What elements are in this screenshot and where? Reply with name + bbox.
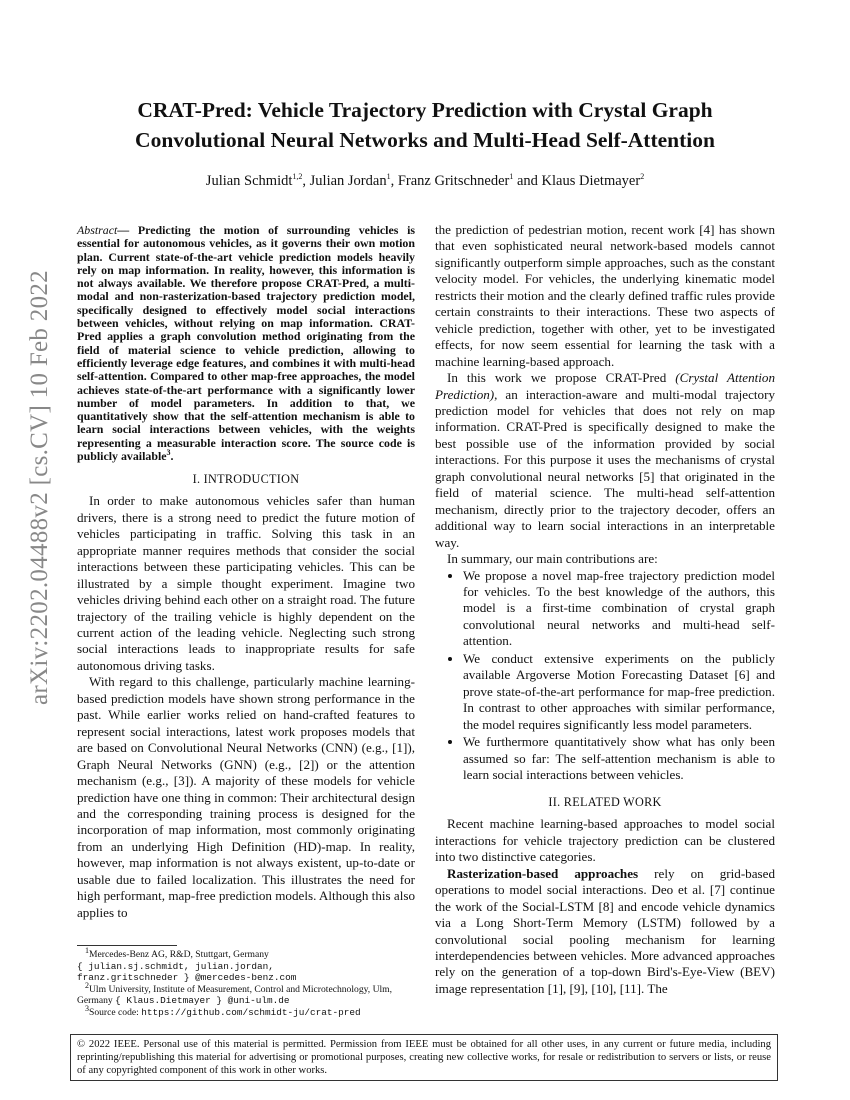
intro-paragraph-2: With regard to this challenge, particularly machine learning-based prediction models have shown strong performance in the past. While earlier works relied on hand-crafted features to represent social interactions, latest work proposes models that are based on Convolutional Neural Networks (CNN) (e.g., [1]), Graph Neural Networks (GNN) (e.g., [2]) or the attention mechanism (e.g., [3]). A majority of these models for vehicle prediction have one thing in common: Their architectural design and the corresponding training process is designed for the incorporation of map information, most commonly originating from an underlying High Definition (HD)-map. In reality, however, map information is not always existent, up-to-date or usable due to failed localization. This illustrates the need for high performant, map-free prediction models. Although this also applies to bbox=[77, 674, 415, 920]
list-item: • We propose a novel map-free trajectory prediction model for vehicles. To the best knowledge of the authors, this model is a first-time combination of crystal graph convolutional neural networks and multi-head self-attention. bbox=[463, 568, 775, 650]
contributions-intro: In summary, our main contributions are: bbox=[447, 551, 658, 567]
footnote-1 bbox=[77, 945, 415, 961]
paragraph-text: , an interaction-aware and multi-modal trajectory prediction model for vehicles that does not rely on map information. CRAT-Pred is specifically designed to make the best possible use of the information provided by social interactions. For this purpose it uses the mechanisms of crystal graph convolutional neural networks [5] that originated in the field of material science. The multi-head self-attention mechanism, directly prior to the trajectory decoder, offers an additional way to learn social interactions in an interpretable way. bbox=[435, 386, 775, 550]
abstract bbox=[77, 224, 415, 463]
author-affiliation-mark: 2 bbox=[640, 172, 645, 182]
intro-paragraph-4 bbox=[435, 370, 775, 551]
footnote-text: Mercedes-Benz AG, R&D, Stuttgart, Germany bbox=[89, 949, 269, 960]
title-line-2: Convolutional Neural Networks and Multi-Head Self-Attention bbox=[135, 128, 715, 152]
contributions-list bbox=[435, 568, 775, 784]
paragraph-text: rely on grid-based operations to model social interactions. Deo et al. [7] continue the work of the Social-LSTM [8] and encode vehicle dynamics via a Long Short-Term Memory (LSTM) followed by a convolutional social pooling mechanism for learning interdependencies between vehicles. More advanced approaches rely on the generation of a top-down Bird's-Eye-View (BEV) image representation [1], [9], [10], [11]. The bbox=[435, 865, 775, 996]
abstract-end: . bbox=[170, 449, 174, 464]
footnote-text: Ulm University, Institute of Measurement, Control and Microtechnology, Ulm, Germany bbox=[77, 983, 393, 1007]
author-affiliation-mark: 1,2 bbox=[292, 172, 303, 182]
source-code-link[interactable]: https://github.com/schmidt-ju/crat-pred bbox=[141, 1006, 361, 1018]
section-heading-introduction: I. INTRODUCTION bbox=[192, 472, 300, 487]
abstract-label: Abstract bbox=[77, 223, 118, 237]
list-item: • We conduct extensive experiments on the publicly available Argoverse Motion Forecasting Dataset [6] and prove state-of-the-art performance for map-free prediction. In contrast to other approaches with similar performance, the model requires significantly less model parameters. bbox=[463, 651, 775, 733]
section-heading-related-work: II. RELATED WORK bbox=[548, 795, 662, 810]
author-name: Franz Gritschneder bbox=[397, 173, 510, 189]
paragraph-bold-lead: Rasterization-based approaches bbox=[447, 865, 639, 881]
related-paragraph-1: Recent machine learning-based approaches to model social interactions for vehicle trajectory prediction can be clustered into two distinctive categories. bbox=[435, 816, 775, 865]
footnote-text: Source code: bbox=[89, 1006, 142, 1018]
footnote-mark: 3 bbox=[166, 448, 171, 458]
left-column bbox=[77, 222, 415, 921]
author-name: Julian Jordan bbox=[309, 173, 387, 189]
email-list: franz.gritschneder } @mercedes-benz.com bbox=[77, 972, 297, 984]
author-name: Julian Schmidt bbox=[205, 173, 293, 189]
footnote-number: 2 bbox=[85, 980, 89, 990]
author-affiliation-mark: 1 bbox=[386, 172, 391, 182]
arxiv-identifier-stamp bbox=[20, 270, 60, 705]
footnote-2 bbox=[77, 980, 415, 1007]
footnote-number: 3 bbox=[85, 1003, 89, 1013]
email-list: { Klaus.Dietmayer } @uni-ulm.de bbox=[115, 995, 290, 1007]
abstract-text: — Predicting the motion of surrounding vehicles is essential for autonomous vehicles, as it governs their own motion plan. Current state-of-the-art vehicle prediction models heavily rely on map information. In reality, however, this information is not always available. We therefore propose CRAT-Pred, a multi-modal and non-rasterization-based trajectory prediction model, specifically designed to effectively model social interactions between vehicles, without relying on map information. CRAT-Pred applies a graph convolution method originating from the field of material science to vehicle prediction, allowing to efficiently leverage edge features, and combines it with multi-head self-attention. Compared to other map-free approaches, the model achieves state-of-the-art performance with a significantly lower number of model parameters. In addition to that, we quantitatively show that the self-attention mechanism is able to learn social interactions between vehicles, with the weights representing a measurable interaction score. The source code is publicly available bbox=[77, 223, 415, 464]
copyright-notice: © 2022 IEEE. Personal use of this material is permitted. Permission from IEEE must be obtained for all other uses, in any current or future media, including reprinting/republishing this material for advertising or promotional purposes, creating new collective works, for resale or redistribution to servers or lists, or reuse of any copyrighted component of this work in other works. bbox=[70, 1034, 778, 1081]
intro-paragraph-1: In order to make autonomous vehicles safer than human drivers, there is a strong need to predict the future motion of vehicles participating in traffic. Solving this task in an appropriate manner requires methods that consider the social interactions between these participating vehicles. This can be illustrated by a simple thought experiment. Imagine two vehicles driving behind each other on a straight road. The future trajectory of the trailing vehicle is highly dependent on the current action of the leading vehicle. Neglecting such strong social interactions leads to inappropriate results for safe autonomous driving tasks. bbox=[77, 493, 415, 673]
footnote-number: 1 bbox=[85, 945, 89, 955]
list-item: • We furthermore quantitatively show what has only been assumed so far: The self-attention mechanism is able to learn social interactions between vehicles. bbox=[463, 734, 775, 783]
author-name: and Klaus Dietmayer bbox=[516, 173, 641, 189]
footnote-1-emails bbox=[77, 961, 415, 973]
footnotes bbox=[77, 945, 415, 1019]
paper-title bbox=[80, 95, 770, 155]
footnote-1-emails-cont bbox=[77, 972, 415, 984]
paragraph-italic-text: (Crystal Attention Prediction) bbox=[435, 370, 775, 402]
paragraph-text: In this work we propose CRAT-Pred bbox=[447, 370, 676, 386]
email-list: { julian.sj.schmidt, julian.jordan, bbox=[77, 960, 274, 972]
author-affiliation-mark: 1 bbox=[509, 172, 514, 182]
intro-paragraph-3: the prediction of pedestrian motion, recent work [4] has shown that even sophisticated neural network-based models cannot significantly outperform simple approaches, such as the constant velocity model. For vehicles, the underlying kinematic model restricts their motion and the clearly defined traffic rules provide certain constraints to their interactions. These two aspects of vehicle prediction, together with other, yet to be investigated effects, for now seem essential for learning the task with a machine learning-based approach. bbox=[435, 222, 775, 369]
footnote-rule bbox=[77, 945, 177, 946]
title-line-1: CRAT-Pred: Vehicle Trajectory Prediction with Crystal Graph bbox=[137, 98, 713, 122]
footnote-3 bbox=[77, 1003, 415, 1019]
related-paragraph-2 bbox=[435, 866, 775, 998]
author-list: Julian Schmidt$^{1,2}$, Julian Jordan$^1$, Franz Gritschneder$^1$ and Klaus Dietmayer$^2$ bbox=[205, 172, 645, 189]
arxiv-identifier-text: arXiv:2202.04488v2 [cs.CV] 10 Feb 2022 bbox=[26, 270, 53, 705]
right-column bbox=[435, 222, 775, 997]
